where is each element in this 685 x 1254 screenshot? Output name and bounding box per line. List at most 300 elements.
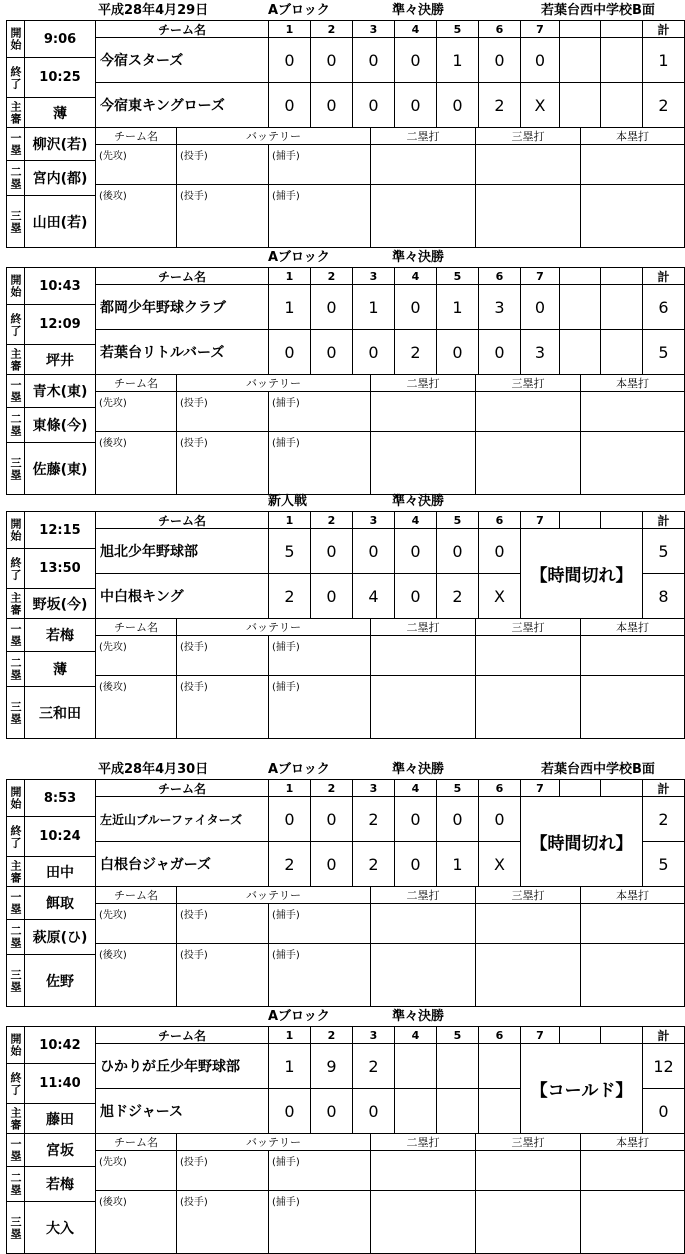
inning-header: 3: [353, 780, 395, 797]
catcher-cell: (捕手): [269, 904, 371, 944]
inning-header: 6: [479, 780, 521, 797]
inning-score: [601, 83, 643, 128]
inning-score: [560, 330, 601, 375]
catcher-cell: (捕手): [269, 1191, 371, 1254]
game-date: 平成28年4月29日: [98, 3, 209, 18]
inning-header: 5: [437, 1027, 479, 1044]
hit-table-header: バッテリー: [177, 887, 371, 904]
end-label: 終了: [7, 58, 25, 98]
inning-score: 5: [269, 529, 311, 574]
hit-record-cell: [476, 636, 581, 676]
third-base-umpire: 三和田: [25, 687, 96, 739]
hit-record-cell: [371, 185, 476, 248]
total-header: 計: [643, 1027, 685, 1044]
umpire-label: 主審: [7, 857, 25, 887]
inning-header: 1: [269, 21, 311, 38]
inning-score: 0: [269, 330, 311, 375]
inning-score: 1: [437, 285, 479, 330]
hit-record-cell: [476, 185, 581, 248]
hit-record-cell: [371, 904, 476, 944]
catcher-cell: (捕手): [269, 676, 371, 739]
team-column-header: チーム名: [96, 268, 269, 285]
inning-score: 0: [437, 797, 479, 842]
first-base-umpire: 宮坂: [25, 1134, 96, 1167]
inning-header: [601, 268, 643, 285]
second-base-umpire: 宮内(都): [25, 161, 96, 196]
inning-header: 4: [395, 268, 437, 285]
inning-score: 0: [395, 83, 437, 128]
hit-record-cell: [476, 145, 581, 185]
top-team-cell: (先攻): [96, 1151, 177, 1191]
hit-record-cell: [581, 1151, 685, 1191]
inning-score: 0: [353, 83, 395, 128]
inning-score: 3: [479, 285, 521, 330]
round-label: 準々決勝: [392, 3, 445, 18]
inning-header: 6: [479, 268, 521, 285]
inning-score: 2: [479, 83, 521, 128]
pitcher-cell: (投手): [177, 1151, 269, 1191]
pitcher-cell: (投手): [177, 392, 269, 432]
total-header: 計: [643, 268, 685, 285]
team-total: 5: [643, 330, 685, 375]
inning-header: [560, 1027, 601, 1044]
inning-score: 0: [521, 285, 560, 330]
score-grid: [6, 779, 685, 1007]
hit-record-cell: [476, 432, 581, 495]
hit-record-cell: [581, 432, 685, 495]
inning-score: [479, 1089, 521, 1134]
team-name: ひかりが丘少年野球部: [96, 1044, 269, 1089]
first-base-label: 一塁: [7, 887, 25, 920]
inning-score: 0: [311, 330, 353, 375]
third-base-umpire: 佐野: [25, 955, 96, 1007]
inning-header: 1: [269, 780, 311, 797]
inning-score: 0: [311, 38, 353, 83]
hit-record-cell: [476, 392, 581, 432]
inning-header: 7: [521, 1027, 560, 1044]
start-time: 8:53: [25, 780, 96, 817]
home-umpire: 藤田: [25, 1104, 96, 1134]
pitcher-cell: (投手): [177, 145, 269, 185]
top-team-cell: (先攻): [96, 145, 177, 185]
inning-score: 0: [521, 38, 560, 83]
start-time: 10:43: [25, 268, 96, 305]
hit-table-header: 二塁打: [371, 887, 476, 904]
inning-header: 4: [395, 1027, 437, 1044]
team-total: 2: [643, 83, 685, 128]
inning-header: 4: [395, 780, 437, 797]
first-base-umpire: 餌取: [25, 887, 96, 920]
hit-table-header: チーム名: [96, 887, 177, 904]
hit-record-cell: [476, 904, 581, 944]
hit-record-cell: [371, 145, 476, 185]
second-base-label: 二塁: [7, 161, 25, 196]
bottom-team-cell: (後攻): [96, 676, 177, 739]
first-base-umpire: 若梅: [25, 619, 96, 652]
team-total: 8: [643, 574, 685, 619]
inning-score: 0: [395, 529, 437, 574]
game-result-note: 【コールド】: [521, 1044, 643, 1134]
inning-score: 0: [479, 797, 521, 842]
team-total: 12: [643, 1044, 685, 1089]
inning-score: 4: [353, 574, 395, 619]
hit-record-cell: [371, 636, 476, 676]
catcher-cell: (捕手): [269, 185, 371, 248]
inning-header: 3: [353, 268, 395, 285]
score-grid: [6, 20, 685, 248]
team-total: 1: [643, 38, 685, 83]
inning-score: 0: [479, 529, 521, 574]
start-label: 開始: [7, 780, 25, 817]
top-team-cell: (先攻): [96, 392, 177, 432]
start-time: 9:06: [25, 21, 96, 58]
inning-header: 2: [311, 512, 353, 529]
hit-table-header: 二塁打: [371, 619, 476, 636]
hit-record-cell: [476, 1191, 581, 1254]
inning-header: 2: [311, 21, 353, 38]
hit-record-cell: [371, 432, 476, 495]
team-total: 2: [643, 797, 685, 842]
inning-score: 3: [521, 330, 560, 375]
inning-score: 2: [353, 842, 395, 887]
inning-header: 1: [269, 512, 311, 529]
second-base-umpire: 薄: [25, 652, 96, 687]
top-team-cell: (先攻): [96, 904, 177, 944]
inning-score: [437, 1089, 479, 1134]
bottom-team-cell: (後攻): [96, 432, 177, 495]
block-label: 新人戦: [268, 494, 308, 509]
third-base-label: 三塁: [7, 687, 25, 739]
inning-header: 7: [521, 512, 560, 529]
start-label: 開始: [7, 1027, 25, 1064]
hit-record-cell: [371, 1151, 476, 1191]
inning-score: 0: [437, 83, 479, 128]
inning-score: [395, 1089, 437, 1134]
inning-score: 0: [437, 330, 479, 375]
inning-header: [560, 268, 601, 285]
home-umpire: 薄: [25, 98, 96, 128]
team-total: 6: [643, 285, 685, 330]
inning-score: [479, 1044, 521, 1089]
inning-score: 0: [395, 797, 437, 842]
first-base-label: 一塁: [7, 1134, 25, 1167]
end-time: 11:40: [25, 1064, 96, 1104]
inning-score: 0: [269, 83, 311, 128]
inning-score: 0: [353, 330, 395, 375]
end-label: 終了: [7, 549, 25, 589]
hit-table-header: 本塁打: [581, 128, 685, 145]
hit-record-cell: [581, 145, 685, 185]
inning-header: 5: [437, 21, 479, 38]
game-block: [0, 1008, 685, 1246]
hit-record-cell: [581, 185, 685, 248]
inning-score: 0: [269, 38, 311, 83]
third-base-umpire: 山田(若): [25, 196, 96, 248]
umpire-label: 主審: [7, 1104, 25, 1134]
hit-table-header: 二塁打: [371, 128, 476, 145]
hit-record-cell: [371, 676, 476, 739]
inning-score: [437, 1044, 479, 1089]
hit-table-header: バッテリー: [177, 1134, 371, 1151]
inning-score: 0: [395, 38, 437, 83]
start-time: 12:15: [25, 512, 96, 549]
hit-record-cell: [371, 392, 476, 432]
inning-score: 1: [269, 285, 311, 330]
hit-record-cell: [581, 392, 685, 432]
inning-score: 2: [353, 1044, 395, 1089]
end-label: 終了: [7, 817, 25, 857]
second-base-label: 二塁: [7, 408, 25, 443]
hit-table-header: バッテリー: [177, 375, 371, 392]
first-base-label: 一塁: [7, 128, 25, 161]
inning-score: 2: [437, 574, 479, 619]
third-base-umpire: 佐藤(東): [25, 443, 96, 495]
inning-header: 6: [479, 1027, 521, 1044]
end-label: 終了: [7, 1064, 25, 1104]
inning-header: [560, 780, 601, 797]
home-umpire: 坪井: [25, 345, 96, 375]
end-time: 12:09: [25, 305, 96, 345]
pitcher-cell: (投手): [177, 432, 269, 495]
inning-score: 0: [311, 285, 353, 330]
inning-score: 0: [311, 574, 353, 619]
hit-table-header: 本塁打: [581, 1134, 685, 1151]
round-label: 準々決勝: [392, 1009, 445, 1024]
second-base-umpire: 東條(今): [25, 408, 96, 443]
game-result-note: 【時間切れ】: [521, 529, 643, 619]
umpire-label: 主審: [7, 345, 25, 375]
inning-score: 0: [311, 1089, 353, 1134]
team-name: 旭ドジャース: [96, 1089, 269, 1134]
inning-header: 2: [311, 268, 353, 285]
inning-header: [560, 21, 601, 38]
team-name: 左近山ブルーファイターズ: [96, 797, 269, 842]
game-result-note: 【時間切れ】: [521, 797, 643, 887]
hit-table-header: チーム名: [96, 375, 177, 392]
total-header: 計: [643, 780, 685, 797]
block-label: Aブロック: [268, 1009, 330, 1024]
inning-score: X: [479, 574, 521, 619]
inning-score: 9: [311, 1044, 353, 1089]
team-column-header: チーム名: [96, 512, 269, 529]
home-umpire: 野坂(今): [25, 589, 96, 619]
hit-table-header: 本塁打: [581, 375, 685, 392]
bottom-team-cell: (後攻): [96, 185, 177, 248]
end-time: 10:24: [25, 817, 96, 857]
hit-table-header: チーム名: [96, 128, 177, 145]
inning-header: 7: [521, 21, 560, 38]
inning-score: 2: [353, 797, 395, 842]
third-base-label: 三塁: [7, 196, 25, 248]
inning-score: 0: [311, 842, 353, 887]
total-header: 計: [643, 21, 685, 38]
hit-record-cell: [581, 636, 685, 676]
pitcher-cell: (投手): [177, 1191, 269, 1254]
hit-record-cell: [581, 904, 685, 944]
inning-header: 3: [353, 21, 395, 38]
round-label: 準々決勝: [392, 762, 445, 777]
score-grid: [6, 1026, 685, 1254]
inning-score: 0: [311, 529, 353, 574]
inning-header: 5: [437, 780, 479, 797]
top-team-cell: (先攻): [96, 636, 177, 676]
inning-header: 5: [437, 512, 479, 529]
block-label: Aブロック: [268, 250, 330, 265]
catcher-cell: (捕手): [269, 392, 371, 432]
game-date: 平成28年4月30日: [98, 762, 209, 777]
hit-record-cell: [476, 944, 581, 1007]
inning-score: [601, 38, 643, 83]
inning-score: 2: [395, 330, 437, 375]
game-block: [0, 761, 685, 999]
hit-table-header: 本塁打: [581, 619, 685, 636]
inning-score: 0: [479, 330, 521, 375]
inning-header: 4: [395, 21, 437, 38]
hit-table-header: バッテリー: [177, 128, 371, 145]
second-base-label: 二塁: [7, 652, 25, 687]
bottom-team-cell: (後攻): [96, 944, 177, 1007]
team-name: 都岡少年野球クラブ: [96, 285, 269, 330]
inning-score: 0: [311, 83, 353, 128]
third-base-label: 三塁: [7, 955, 25, 1007]
umpire-label: 主審: [7, 589, 25, 619]
hit-table-header: チーム名: [96, 1134, 177, 1151]
umpire-label: 主審: [7, 98, 25, 128]
second-base-label: 二塁: [7, 1167, 25, 1202]
inning-score: [560, 285, 601, 330]
venue-label: 若葉台西中学校B面: [541, 762, 655, 777]
inning-score: 0: [395, 574, 437, 619]
second-base-label: 二塁: [7, 920, 25, 955]
catcher-cell: (捕手): [269, 636, 371, 676]
hit-record-cell: [581, 1191, 685, 1254]
third-base-label: 三塁: [7, 1202, 25, 1254]
home-umpire: 田中: [25, 857, 96, 887]
hit-table-header: 三塁打: [476, 128, 581, 145]
hit-table-header: チーム名: [96, 619, 177, 636]
inning-score: X: [521, 83, 560, 128]
catcher-cell: (捕手): [269, 944, 371, 1007]
inning-score: 2: [269, 842, 311, 887]
inning-header: 3: [353, 512, 395, 529]
inning-score: [395, 1044, 437, 1089]
team-name: 中白根キング: [96, 574, 269, 619]
hit-table-header: 三塁打: [476, 619, 581, 636]
team-name: 旭北少年野球部: [96, 529, 269, 574]
inning-score: 0: [479, 38, 521, 83]
inning-header: [601, 1027, 643, 1044]
team-name: 今宿東キングローズ: [96, 83, 269, 128]
inning-score: 1: [437, 842, 479, 887]
first-base-label: 一塁: [7, 619, 25, 652]
hit-table-header: 二塁打: [371, 1134, 476, 1151]
pitcher-cell: (投手): [177, 904, 269, 944]
inning-score: [560, 83, 601, 128]
inning-header: 3: [353, 1027, 395, 1044]
round-label: 準々決勝: [392, 494, 445, 509]
inning-header: 1: [269, 1027, 311, 1044]
inning-score: 0: [437, 529, 479, 574]
start-label: 開始: [7, 21, 25, 58]
hit-table-header: バッテリー: [177, 619, 371, 636]
inning-header: 2: [311, 1027, 353, 1044]
first-base-label: 一塁: [7, 375, 25, 408]
pitcher-cell: (投手): [177, 185, 269, 248]
start-time: 10:42: [25, 1027, 96, 1064]
hit-record-cell: [371, 1191, 476, 1254]
pitcher-cell: (投手): [177, 636, 269, 676]
hit-record-cell: [371, 944, 476, 1007]
hit-table-header: 三塁打: [476, 1134, 581, 1151]
end-label: 終了: [7, 305, 25, 345]
pitcher-cell: (投手): [177, 944, 269, 1007]
hit-table-header: 三塁打: [476, 375, 581, 392]
third-base-label: 三塁: [7, 443, 25, 495]
inning-score: 2: [269, 574, 311, 619]
team-column-header: チーム名: [96, 1027, 269, 1044]
team-total: 5: [643, 842, 685, 887]
hit-record-cell: [581, 676, 685, 739]
venue-label: 若葉台西中学校B面: [541, 3, 655, 18]
start-label: 開始: [7, 268, 25, 305]
team-column-header: チーム名: [96, 21, 269, 38]
first-base-umpire: 青木(東): [25, 375, 96, 408]
catcher-cell: (捕手): [269, 1151, 371, 1191]
inning-header: 1: [269, 268, 311, 285]
bottom-team-cell: (後攻): [96, 1191, 177, 1254]
inning-score: 1: [269, 1044, 311, 1089]
inning-score: 0: [395, 285, 437, 330]
hit-record-cell: [476, 1151, 581, 1191]
hit-table-header: 二塁打: [371, 375, 476, 392]
team-name: 若葉台リトルバーズ: [96, 330, 269, 375]
inning-header: [601, 780, 643, 797]
second-base-umpire: 若梅: [25, 1167, 96, 1202]
inning-header: 6: [479, 21, 521, 38]
inning-score: 0: [395, 842, 437, 887]
second-base-umpire: 萩原(ひ): [25, 920, 96, 955]
inning-score: 0: [353, 529, 395, 574]
inning-score: [560, 38, 601, 83]
inning-score: 1: [353, 285, 395, 330]
inning-score: 0: [353, 38, 395, 83]
inning-header: 4: [395, 512, 437, 529]
pitcher-cell: (投手): [177, 676, 269, 739]
score-grid: [6, 267, 685, 495]
hit-table-header: 本塁打: [581, 887, 685, 904]
block-label: Aブロック: [268, 3, 330, 18]
total-header: 計: [643, 512, 685, 529]
end-time: 13:50: [25, 549, 96, 589]
inning-score: 0: [353, 1089, 395, 1134]
inning-header: 7: [521, 780, 560, 797]
inning-header: [560, 512, 601, 529]
game-block: [0, 249, 685, 487]
round-label: 準々決勝: [392, 250, 445, 265]
inning-header: [601, 21, 643, 38]
game-block: [0, 2, 685, 240]
hit-table-header: 三塁打: [476, 887, 581, 904]
inning-score: 1: [437, 38, 479, 83]
start-label: 開始: [7, 512, 25, 549]
inning-score: [601, 330, 643, 375]
inning-header: 7: [521, 268, 560, 285]
inning-score: 0: [269, 797, 311, 842]
score-grid: [6, 511, 685, 739]
hit-record-cell: [581, 944, 685, 1007]
team-total: 0: [643, 1089, 685, 1134]
inning-score: 0: [269, 1089, 311, 1134]
